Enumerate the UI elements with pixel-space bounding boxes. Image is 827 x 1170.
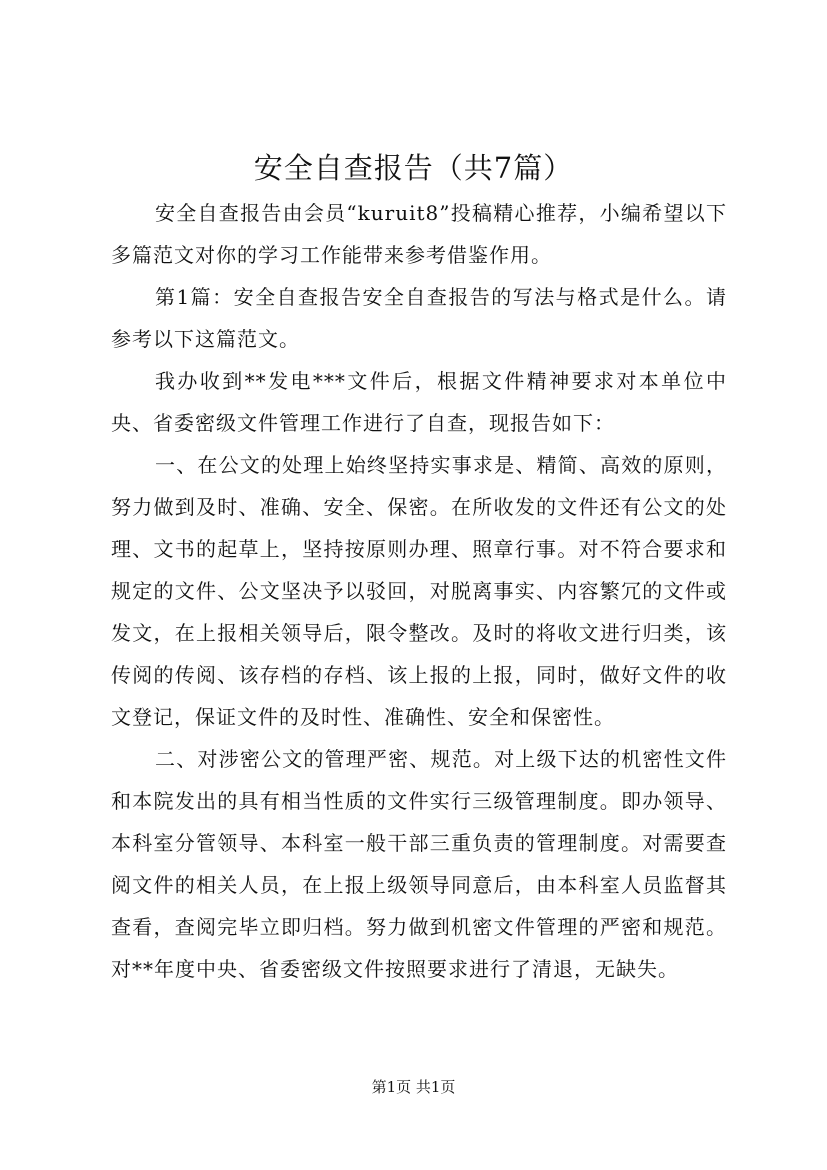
report-intro-paragraph: 我办收到**发电***文件后，根据文件精神要求对本单位中央、省委密级文件管理工作进行了自查，现报告如下： (111, 369, 727, 435)
body-paragraph-1: 一、在公文的处理上始终坚持实事求是、精简、高效的原则，努力做到及时、准确、安全、保密。在所收发的文件还有公文的处理、文书的起草上，坚持按原则办理、照章行事。对不符合要求和规定的文件、公文坚决予以驳回，对脱离事实、内容繁冗的文件或发文，在上报相关领导后，限令整改。及时的将收文进行归类，该传阅的传阅、该存档的存档、该上报的上报，同时，做好文件的收文登记，保证文件的及时性、准确性、安全和保密性。 (111, 453, 727, 729)
page-title: 安全自查报告（共7篇） (253, 151, 574, 185)
page-number-footer: 第1页 共1页 (371, 1078, 456, 1096)
body-paragraph-2: 二、对涉密公文的管理严密、规范。对上级下达的机密性文件和本院发出的具有相当性质的文件实行三级管理制度。即办领导、本科室分管领导、本科室一般干部三重负责的管理制度。对需要查阅文件的相关人员，在上报上级领导同意后，由本科室人员监督其查看，查阅完毕立即归档。努力做到机密文件管理的严密和规范。对**年度中央、省委密级文件按照要求进行了清退，无缺失。 (111, 747, 727, 981)
document-body (111, 192, 727, 990)
intro-paragraph: 安全自查报告由会员“kuruit8”投稿精心推荐，小编希望以下多篇范文对你的学习工作能带来参考借鉴作用。 (111, 201, 727, 267)
section-heading-paragraph: 第1篇：安全自查报告安全自查报告的写法与格式是什么。请参考以下这篇范文。 (111, 285, 727, 351)
